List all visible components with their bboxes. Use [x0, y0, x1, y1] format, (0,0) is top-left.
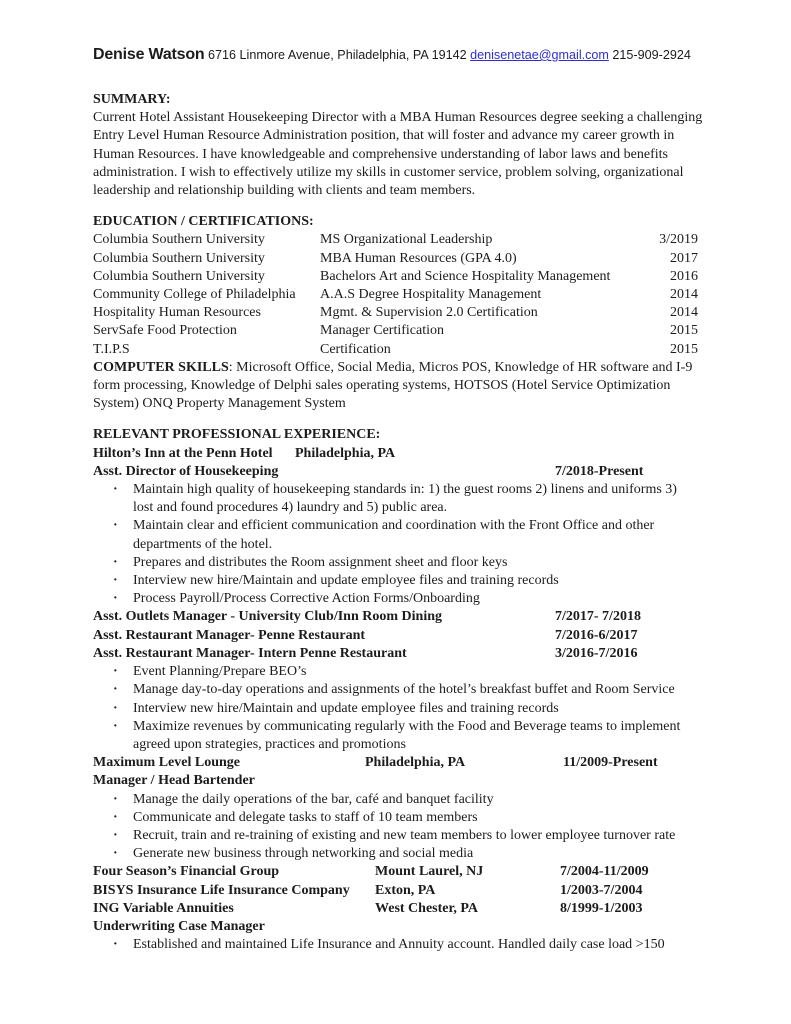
bullet-item: · Interview new hire/Maintain and update employee files and training records [93, 572, 698, 590]
program: A.A.S Degree Hospitality Management [320, 287, 542, 303]
experience-heading: RELEVANT PROFESSIONAL EXPERIENCE: [93, 427, 381, 443]
education-row [93, 304, 698, 322]
bullet-item: · Manage day-to-day operations and assignments of the hotel’s breakfast buffet and Room Service [93, 681, 698, 699]
computer-skills-label: COMPUTER SKILLS [93, 359, 229, 375]
summary-heading: SUMMARY: [93, 92, 171, 107]
institution: Hospitality Human Resources [93, 305, 261, 321]
employer-dates: 7/2004-11/2009 [560, 864, 649, 880]
role-line [93, 645, 698, 663]
employer-name: BISYS Insurance Life Insurance Company [93, 882, 350, 898]
program: MBA Human Resources (GPA 4.0) [320, 250, 517, 266]
computer-skills-paragraph [93, 359, 698, 414]
bullet-item: · Established and maintained Life Insurance and Annuity account. Handled daily case load >150 [93, 936, 698, 954]
role-line [93, 918, 698, 936]
employer-dates: 8/1999-1/2003 [560, 900, 643, 916]
role-title: Asst. Outlets Manager - University Club/Inn Room Dining [93, 609, 442, 625]
address-text: 6716 Linmore Avenue, Philadelphia, PA 19142 [208, 48, 467, 62]
year: 2017 [670, 250, 698, 266]
year: 3/2019 [659, 232, 698, 248]
role-line [93, 608, 698, 626]
program: Bachelors Art and Science Hospitality Management [320, 268, 611, 284]
bullet-item: · Recruit, train and re-training of existing and new team members to lower employee turnover rate [93, 827, 698, 845]
summary-paragraph: Current Hotel Assistant Housekeeping Director with a MBA Human Resources degree seeking a challenging Entry Level Human Resource Administration position, that will foster and advance my career growth in Human Resources. I have knowledgeable and comprehensive understanding of labor laws and benefits administration. I wish to effectively utilize my skills in customer service, problem solving, organizational leadership and relationship building with clients and team members. [93, 110, 703, 199]
bullet-list [93, 936, 698, 954]
employer-line [93, 863, 698, 881]
person-name: Denise Watson [93, 46, 205, 63]
role-dates: 7/2018-Present [555, 463, 644, 479]
education-heading: EDUCATION / CERTIFICATIONS: [93, 214, 314, 230]
program: Manager Certification [320, 323, 445, 339]
bullet-list [93, 663, 698, 754]
employer-location: West Chester, PA [375, 900, 479, 916]
employer-name: ING Variable Annuities [93, 900, 234, 916]
role-title: Asst. Restaurant Manager- Penne Restaurant [93, 627, 366, 643]
institution: ServSafe Food Protection [93, 323, 237, 339]
employer-location: Philadelphia, PA [365, 755, 466, 771]
year: 2014 [670, 305, 698, 321]
contact-header [93, 47, 698, 63]
bullet-item: · Maintain high quality of housekeeping standards in: 1) the guest rooms 2) linens and uniforms 3) lost and found procedures 4) laundry and 5) public area. [93, 481, 698, 517]
role-dates: 7/2016-6/2017 [555, 627, 638, 643]
computer-skills-text: Microsoft Office, Social Media, Micros POS, Knowledge of HR software and I-9 form processing, Knowledge of Delphi sales operating systems, HOTSOS (Hotel Service Optimization System) ONQ Property Management System [93, 359, 693, 412]
bullet-item: · Event Planning/Prepare BEO’s [93, 663, 698, 681]
role-title: Asst. Restaurant Manager- Intern Penne Restaurant [93, 645, 407, 661]
bullet-item: · Maximize revenues by communicating regularly with the Food and Beverage teams to implement agreed upon strategies, practices and promotions [93, 718, 698, 754]
education-row [93, 341, 698, 359]
education-row [93, 286, 698, 304]
education-row [93, 268, 698, 286]
bullet-item: · Interview new hire/Maintain and update employee files and training records [93, 700, 698, 718]
phone-number: 215-909-2924 [612, 48, 691, 62]
program: Certification [320, 341, 391, 357]
employer-name: Four Season’s Financial Group [93, 864, 280, 880]
employer-line [93, 882, 698, 900]
education-row [93, 322, 698, 340]
employer-location: Mount Laurel, NJ [375, 864, 484, 880]
employer-dates: 1/2003-7/2004 [560, 882, 643, 898]
year: 2015 [670, 323, 698, 339]
institution: Columbia Southern University [93, 250, 265, 266]
summary-section [93, 91, 703, 200]
education-section [93, 213, 698, 413]
employer-location: Philadelphia, PA [295, 445, 396, 461]
employer-location: Exton, PA [375, 882, 436, 898]
computer-skills-separator: : [228, 359, 233, 375]
bullet-item: · Generate new business through networking and social media [93, 845, 698, 863]
institution: T.I.P.S [93, 341, 130, 357]
role-line [93, 627, 698, 645]
bullet-item: · Prepares and distributes the Room assignment sheet and floor keys [93, 554, 698, 572]
role-line [93, 772, 698, 790]
education-row [93, 231, 698, 249]
role-dates: 3/2016-7/2016 [555, 645, 638, 661]
institution: Columbia Southern University [93, 268, 265, 284]
email-link[interactable]: denisenetae@gmail.com [470, 48, 609, 62]
experience-section [93, 426, 698, 954]
bullet-list [93, 791, 698, 864]
role-title: Underwriting Case Manager [93, 918, 265, 934]
bullet-item: · Manage the daily operations of the bar, café and banquet facility [93, 791, 698, 809]
employer-dates: 11/2009-Present [563, 755, 658, 771]
bullet-list [93, 481, 698, 608]
employer-line [93, 900, 698, 918]
program: MS Organizational Leadership [320, 232, 493, 248]
program: Mgmt. & Supervision 2.0 Certification [320, 305, 538, 321]
employer-name: Hilton’s Inn at the Penn Hotel [93, 445, 273, 461]
employer-line [93, 445, 698, 463]
year: 2014 [670, 287, 698, 303]
role-title: Manager / Head Bartender [93, 773, 255, 789]
institution: Columbia Southern University [93, 232, 265, 248]
bullet-item: · Process Payroll/Process Corrective Action Forms/Onboarding [93, 590, 698, 608]
bullet-item: · Communicate and delegate tasks to staff of 10 team members [93, 809, 698, 827]
role-title: Asst. Director of Housekeeping [93, 463, 279, 479]
role-dates: 7/2017- 7/2018 [555, 609, 641, 625]
education-row [93, 250, 698, 268]
employer-name: Maximum Level Lounge [93, 755, 240, 771]
employer-line [93, 754, 698, 772]
year: 2015 [670, 341, 698, 357]
year: 2016 [670, 268, 698, 284]
bullet-item: · Maintain clear and efficient communication and coordination with the Front Office and other departments of the hotel. [93, 517, 698, 553]
role-line [93, 463, 698, 481]
institution: Community College of Philadelphia [93, 287, 296, 303]
